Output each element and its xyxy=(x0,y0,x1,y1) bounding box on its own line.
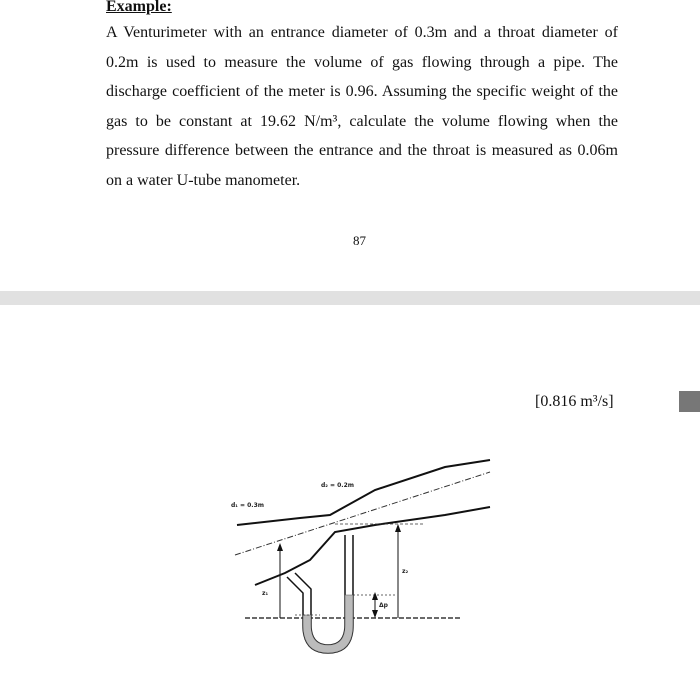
z1-label: z₁ xyxy=(262,590,269,597)
d2-label: d₂ = 0.2m xyxy=(321,482,355,489)
page-number: 87 xyxy=(353,233,366,248)
z1-arrowhead xyxy=(277,543,283,551)
answer-text: [0.816 m³/s] xyxy=(535,393,614,410)
z2-label: z₂ xyxy=(402,568,409,575)
page-separator xyxy=(0,291,700,305)
statement-line-4: the gas to be constant at 19.62 N/m³, calculate the volume flowing when the xyxy=(106,83,619,130)
example-heading: Example: xyxy=(106,0,172,15)
statement-line-5: pressure difference between the entrance and the throat is measured as 0.06m xyxy=(106,142,618,159)
statement-line-6: on a water U-tube manometer. xyxy=(106,171,301,189)
pipe-upper-wall xyxy=(237,460,490,525)
dp-label: Δp xyxy=(379,602,388,609)
statement-line-3: discharge coefficient of the meter is 0.96. Assuming the specific weight of xyxy=(106,83,594,100)
venturimeter-diagram xyxy=(225,455,495,665)
z2-arrowhead xyxy=(395,524,401,532)
problem-statement xyxy=(106,18,618,195)
statement-line-2: 0.2m is used to measure the volume of gas flowing through a pipe. The xyxy=(106,53,618,71)
scrollbar-thumb[interactable] xyxy=(679,391,700,412)
d1-label: d₁ = 0.3m xyxy=(231,502,265,509)
statement-line-1: A Venturimeter with an entrance diameter of 0.3m and a throat diameter of xyxy=(106,24,618,41)
dp-arrowhead-top xyxy=(372,592,378,600)
dp-arrowhead-bottom xyxy=(372,610,378,618)
